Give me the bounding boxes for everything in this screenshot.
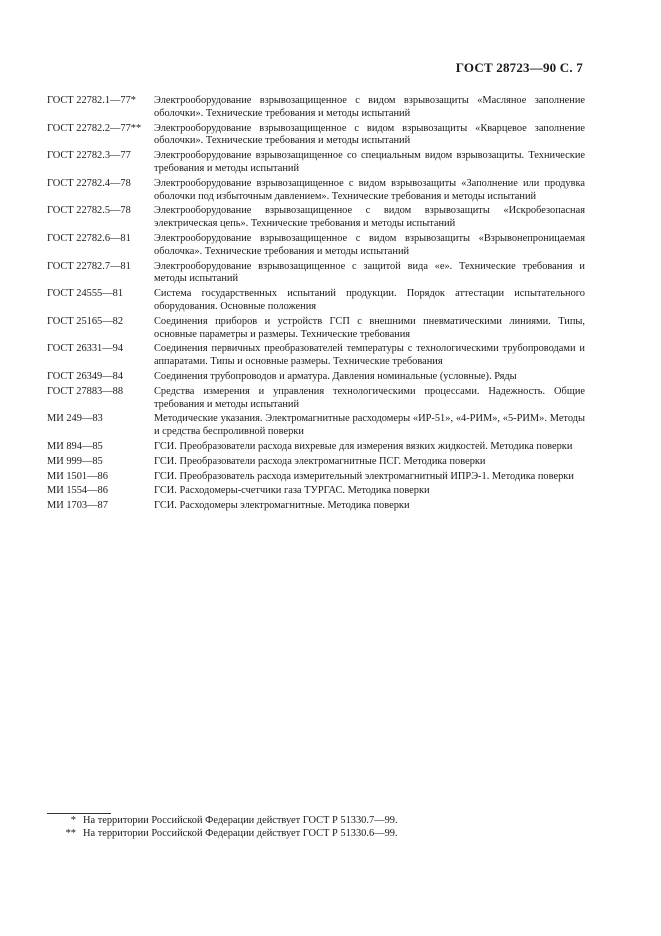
reference-title: Соединения первичных преобразователей температуры с технологическими трубопроводами и аппаратами. Типы и основные размеры. Технические требования: [154, 343, 585, 368]
reference-code: МИ 249—83: [47, 413, 103, 425]
reference-code: ГОСТ 22782.6—81: [47, 232, 131, 244]
reference-code: МИ 1703—87: [47, 500, 108, 512]
reference-code: ГОСТ 22782.5—78: [47, 205, 131, 217]
reference-code: ГОСТ 26349—84: [47, 370, 124, 382]
footnote-mark: *: [70, 815, 76, 826]
reference-title: Средства измерения и управления технологическими процессами. Надежность. Общие требования и методы испытаний: [154, 385, 585, 410]
footnote: [47, 815, 585, 828]
reference-title: ГСИ. Преобразователи расхода вихревые для измерения вязких жидкостей. Методика поверки: [154, 440, 573, 452]
reference-code: ГОСТ 22782.2—77**: [47, 122, 142, 134]
reference-code: ГОСТ 27883—88: [47, 385, 124, 397]
reference-title: ГСИ. Преобразователи расхода электромагнитные ПСГ. Методика поверки: [154, 455, 486, 467]
reference-title: Система государственных испытаний продукции. Порядок аттестации испытательного оборудования. Основные положения: [154, 288, 585, 312]
reference-title: Электрооборудование взрывозащищенное с видом взрывозащиты «Кварцевое заполнение оболочки». Технические требования и методы испытаний: [154, 122, 585, 147]
reference-title: ГСИ. Преобразователь расхода измерительный электромагнитный ИПРЭ-1. Методика поверки: [154, 470, 574, 482]
reference-code: ГОСТ 24555—81: [47, 288, 124, 300]
reference-item: [47, 441, 585, 454]
reference-list: [47, 95, 585, 515]
reference-item: [47, 178, 585, 204]
reference-code: ГОСТ 22782.4—78: [47, 177, 131, 189]
reference-title: Электрооборудование взрывозащищенное с видом взрывозащиты «Взрывонепроницаемая оболочка». Технические требования и методы испытаний: [154, 232, 585, 257]
footnote-text: На территории Российской Федерации действует ГОСТ Р 51330.6—99.: [83, 827, 398, 839]
reference-item: [47, 288, 585, 314]
reference-title: Электрооборудование взрывозащищенное с видом взрывозащиты «Заполнение или продувка оболочки под избыточным давлением». Технические требования и методы испытаний: [154, 177, 585, 202]
reference-title: ГСИ. Расходомеры-счетчики газа ТУРГАС. Методика поверки: [154, 485, 430, 497]
reference-item: [47, 316, 585, 342]
reference-item: [47, 343, 585, 369]
footnote-text: На территории Российской Федерации действует ГОСТ Р 51330.7—99.: [83, 815, 398, 826]
reference-item: [47, 371, 585, 384]
reference-item: [47, 261, 585, 287]
footnote: [47, 828, 585, 841]
reference-item: [47, 150, 585, 176]
reference-title: Электрооборудование взрывозащищенное со специальным видом взрывозащиты. Технические требования и методы испытаний: [154, 150, 585, 174]
reference-code: МИ 999—85: [47, 455, 103, 467]
reference-item: [47, 95, 585, 121]
footnote-mark: **: [65, 827, 76, 839]
reference-code: МИ 894—85: [47, 440, 103, 452]
reference-item: [47, 485, 585, 498]
reference-title: Электрооборудование взрывозащищенное с защитой вида «е». Технические требования и методы испытаний: [154, 260, 585, 285]
reference-item: [47, 233, 585, 259]
reference-item: [47, 500, 585, 513]
reference-title: Электрооборудование взрывозащищенное с видом взрывозащиты «Масляное заполнение оболочки». Технические требования и методы испытаний: [154, 95, 585, 119]
reference-item: [47, 413, 585, 439]
reference-code: ГОСТ 22782.7—81: [47, 260, 131, 272]
reference-code: МИ 1554—86: [47, 485, 108, 497]
reference-code: ГОСТ 22782.3—77: [47, 150, 131, 162]
reference-title: Соединения приборов и устройств ГСП с внешними пневматическими линиями. Типы, основные параметры и размеры. Технические требования: [154, 315, 585, 340]
footnote-divider: [47, 813, 111, 814]
reference-code: ГОСТ 26331—94: [47, 343, 124, 355]
page-header: ГОСТ 28723—90 С. 7: [455, 60, 583, 75]
reference-item: [47, 205, 585, 231]
reference-title: Электрооборудование взрывозащищенное с видом взрывозащиты «Искробезопасная электрическая цепь». Технические требования и методы испытаний: [154, 205, 585, 230]
reference-title: ГСИ. Расходомеры электромагнитные. Методика поверки: [154, 500, 410, 512]
reference-item: [47, 471, 585, 484]
reference-item: [47, 123, 585, 149]
footnotes: [47, 815, 585, 841]
reference-item: [47, 456, 585, 469]
reference-title: Соединения трубопроводов и арматура. Давления номинальные (условные). Ряды: [154, 370, 517, 382]
reference-item: [47, 386, 585, 412]
reference-code: МИ 1501—86: [47, 470, 108, 482]
reference-code: ГОСТ 22782.1—77*: [47, 95, 137, 106]
reference-title: Методические указания. Электромагнитные расходомеры «ИР-51», «4-РИМ», «5-РИМ». Методы и средства беспроливной поверки: [154, 413, 585, 438]
reference-code: ГОСТ 25165—82: [47, 315, 124, 327]
